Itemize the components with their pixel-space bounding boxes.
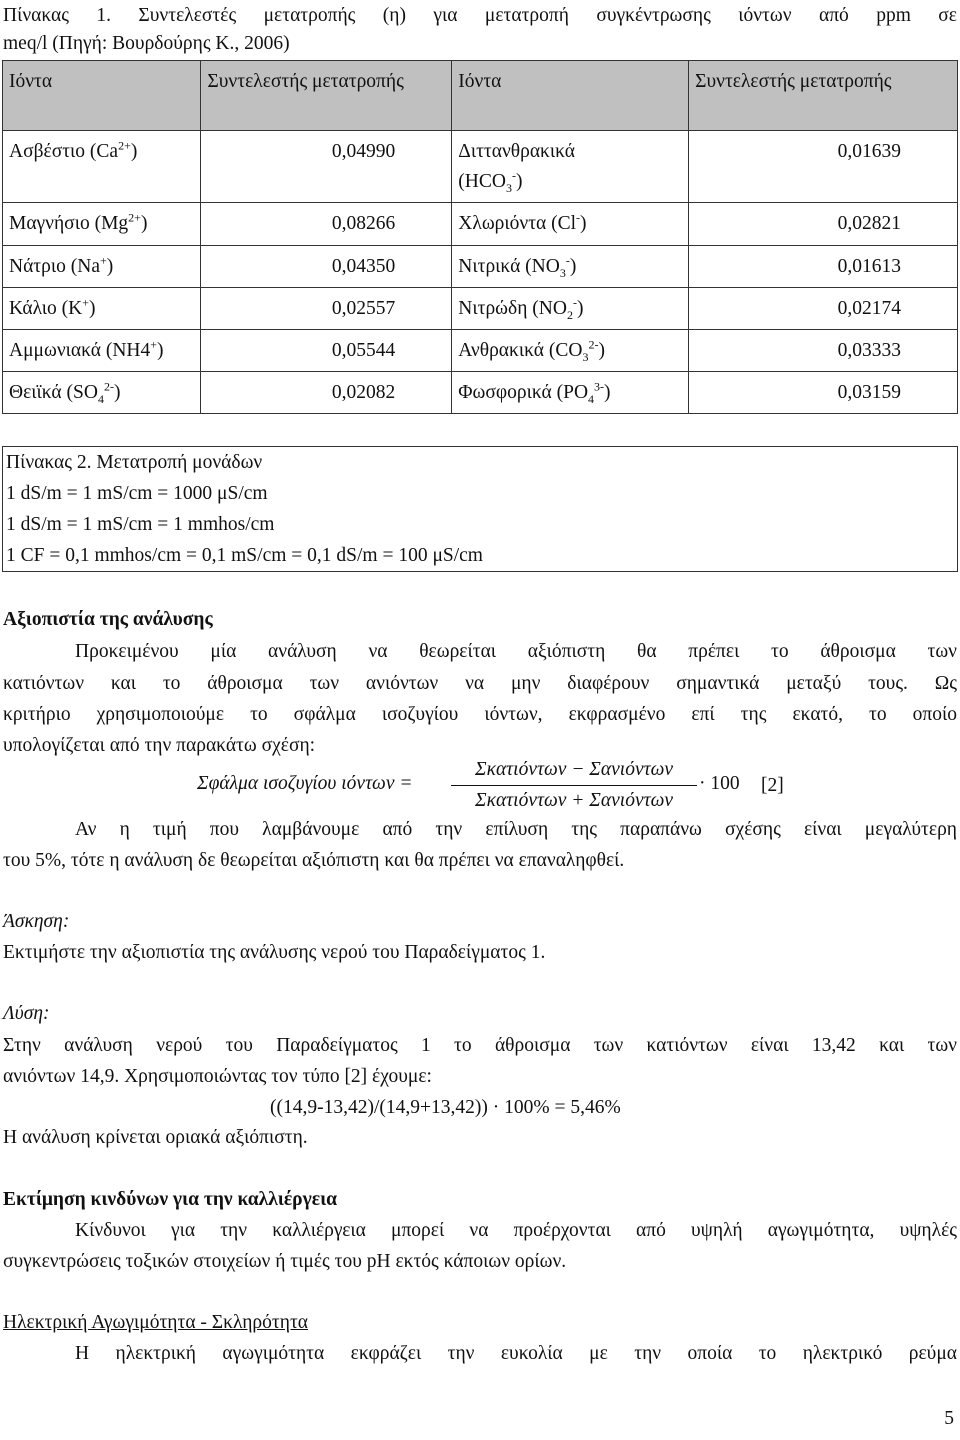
coef-cell: 0,04350	[201, 245, 452, 287]
ion-cell: Διττανθρακικά $(HCO_3^-)$	[452, 131, 689, 203]
page-number: 5	[944, 1408, 954, 1429]
header-ions-a: Ιόντα	[3, 61, 201, 131]
ion-cell: Ασβέστιο $(Ca^{2+})$	[3, 131, 201, 203]
solution-calculation: ((14,9-13,42)/(14,9+13,42)) · 100% = 5,46%	[270, 1097, 621, 1118]
table-row	[3, 329, 958, 371]
unit-row: 1 CF = 0,1 mmhos/cm = 0,1 mS/cm = 0,1 dS/m = 100 μS/cm	[6, 545, 483, 566]
conversion-coefficients-table	[2, 60, 958, 414]
solution-line: Στην ανάλυση νερού του Παραδείγματος 1 το άθροισμα των κατιόντων είναι 13,42 και των	[3, 1035, 957, 1056]
formula-rhs: · 100	[699, 773, 740, 794]
header-coef-b: Συντελεστής μετατροπής	[689, 61, 958, 131]
formula-lhs: Σφάλμα ισοζυγίου ιόντων =	[197, 773, 413, 794]
reliability-heading: Αξιοπιστία της ανάλυσης	[3, 609, 213, 630]
solution-conclusion: Η ανάλυση κρίνεται οριακά αξιόπιστη.	[3, 1127, 308, 1148]
ion-cell: Κάλιο (K+)	[3, 287, 201, 329]
table1-caption-line1: Πίνακας 1. Συντελεστές μετατροπής (η) για μετατροπή συγκέντρωσης ιόντων από ppm σε	[3, 5, 957, 26]
coef-cell: 0,01639	[689, 131, 958, 203]
table-row	[3, 245, 958, 287]
coef-cell: 0,05544	[201, 329, 452, 371]
formula-numerator: Σκατιόντων − Σανιόντων	[475, 759, 673, 780]
coef-cell: 0,04990	[201, 131, 452, 203]
table1-caption-line2: meq/l (Πηγή: Βουρδούρης Κ., 2006)	[3, 33, 290, 54]
paragraph-line: κριτήριο χρησιμοποιούμε το σφάλμα ισοζυγίου ιόντων, εκφρασμένο επί της εκατό, το οποίο	[3, 704, 957, 725]
unit-row: 1 dS/m = 1 mS/cm = 1 mmhos/cm	[6, 514, 275, 535]
table-header-row	[3, 61, 958, 131]
table-row	[3, 131, 958, 203]
ion-cell: Θειϊκά $(SO_4^{2-})$	[3, 371, 201, 413]
paragraph-line: κατιόντων και το άθροισμα των ανιόντων να μην διαφέρουν σημαντικά μεταξύ τους. Ως	[3, 673, 957, 694]
formula-fraction	[451, 757, 697, 814]
header-coef-a: Συντελεστής μετατροπής	[201, 61, 452, 131]
risk-line: συγκεντρώσεις τοξικών στοιχείων ή τιμές του pH εκτός κάποιων ορίων.	[3, 1251, 567, 1272]
unit-conversion-table	[2, 446, 958, 572]
unit-row: 1 dS/m = 1 mS/cm = 1000 μS/cm	[6, 483, 268, 504]
table-row	[3, 371, 958, 413]
coef-cell: 0,02082	[201, 371, 452, 413]
solution-line: ανιόντων 14,9. Χρησιμοποιώντας τον τύπο [2] έχουμε:	[3, 1066, 432, 1087]
coef-cell: 0,02557	[201, 287, 452, 329]
coef-cell: 0,01613	[689, 245, 958, 287]
paragraph-line: υπολογίζεται από την παρακάτω σχέση:	[3, 735, 316, 756]
exercise-label: Άσκηση:	[3, 911, 70, 932]
ion-cell: Χλωριόντα (Cl-)	[452, 203, 689, 245]
risk-heading: Εκτίμηση κινδύνων για την καλλιέργεια	[3, 1189, 338, 1210]
coef-cell: 0,03159	[689, 371, 958, 413]
ion-cell: Αμμωνιακά (NH4+)	[3, 329, 201, 371]
formula-label: [2]	[761, 775, 784, 796]
table2-title: Πίνακας 2. Μετατροπή μονάδων	[6, 452, 263, 473]
risk-line: Κίνδυνοι για την καλλιέργεια μπορεί να προέρχονται από υψηλή αγωγιμότητα, υψηλές	[75, 1220, 957, 1241]
paragraph-line: Αν η τιμή που λαμβάνουμε από την επίλυση της παραπάνω σχέσης είναι μεγαλύτερη	[75, 819, 957, 840]
conductivity-line: Η ηλεκτρική αγωγιμότητα εκφράζει την ευκολία με την οποία το ηλεκτρικό ρεύμα	[75, 1343, 957, 1364]
ion-cell: Νιτρικά $(NO_3^-)$	[452, 245, 689, 287]
solution-label: Λύση:	[3, 1003, 50, 1024]
coef-cell: 0,08266	[201, 203, 452, 245]
paragraph-line: του 5%, τότε η ανάλυση δε θεωρείται αξιόπιστη και θα πρέπει να επαναληφθεί.	[3, 850, 625, 871]
table-row	[3, 287, 958, 329]
paragraph-line: Προκειμένου μία ανάλυση να θεωρείται αξιόπιστη θα πρέπει το άθροισμα των	[75, 641, 957, 662]
ion-cell: Μαγνήσιο $(Mg^{2+})$	[3, 203, 201, 245]
exercise-text: Εκτιμήστε την αξιοπιστία της ανάλυσης νερού του Παραδείγματος 1.	[3, 942, 546, 963]
ion-cell: Νάτριο (Na+)	[3, 245, 201, 287]
ion-cell: Φωσφορικά $(PO_4^{3-})$	[452, 371, 689, 413]
table-row	[3, 203, 958, 245]
coef-cell: 0,02174	[689, 287, 958, 329]
fraction-bar	[451, 785, 697, 786]
coef-cell: 0,02821	[689, 203, 958, 245]
coef-cell: 0,03333	[689, 329, 958, 371]
ion-cell: Νιτρώδη $(NO_2^-)$	[452, 287, 689, 329]
conductivity-heading: Ηλεκτρική Αγωγιμότητα - Σκληρότητα	[3, 1312, 309, 1333]
ion-cell: Ανθρακικά $(CO_3^{2-})$	[452, 329, 689, 371]
formula-denominator: Σκατιόντων + Σανιόντων	[475, 790, 673, 811]
header-ions-b: Ιόντα	[452, 61, 689, 131]
